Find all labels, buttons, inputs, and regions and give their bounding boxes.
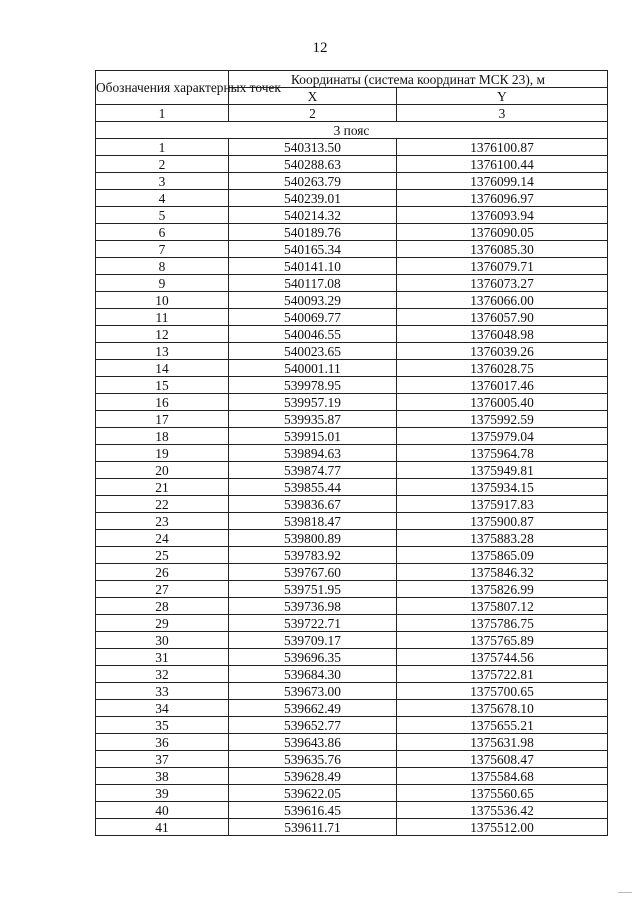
y-column-header: Y [397, 88, 608, 105]
point-number-cell: 32 [96, 666, 229, 683]
point-number-cell: 34 [96, 700, 229, 717]
column-number-1: 1 [96, 105, 229, 122]
coordinates-header: Координаты (система координат МСК 23), м [229, 71, 608, 88]
y-coordinate-cell: 1375536.42 [397, 802, 608, 819]
point-number-cell: 4 [96, 190, 229, 207]
point-number-cell: 6 [96, 224, 229, 241]
y-coordinate-cell: 1375678.10 [397, 700, 608, 717]
table-row [96, 224, 608, 241]
y-coordinate-cell: 1375744.56 [397, 649, 608, 666]
column-number-3: 3 [397, 105, 608, 122]
point-number-cell: 23 [96, 513, 229, 530]
y-coordinate-cell: 1376100.44 [397, 156, 608, 173]
y-coordinate-cell: 1375964.78 [397, 445, 608, 462]
point-number-cell: 22 [96, 496, 229, 513]
table-row [96, 700, 608, 717]
point-designation-header: Обозначения характерных точек [96, 71, 229, 105]
x-coordinate-cell: 540313.50 [229, 139, 397, 156]
point-number-cell: 40 [96, 802, 229, 819]
table-row [96, 258, 608, 275]
x-coordinate-cell: 539894.63 [229, 445, 397, 462]
point-number-cell: 17 [96, 411, 229, 428]
y-coordinate-cell: 1376090.05 [397, 224, 608, 241]
point-number-cell: 37 [96, 751, 229, 768]
y-coordinate-cell: 1376096.97 [397, 190, 608, 207]
table-row [96, 156, 608, 173]
point-number-cell: 9 [96, 275, 229, 292]
y-coordinate-cell: 1375949.81 [397, 462, 608, 479]
x-coordinate-cell: 539662.49 [229, 700, 397, 717]
x-coordinate-cell: 539635.76 [229, 751, 397, 768]
table-row [96, 819, 608, 836]
x-coordinate-cell: 539736.98 [229, 598, 397, 615]
table-row [96, 309, 608, 326]
table-row [96, 649, 608, 666]
point-number-cell: 33 [96, 683, 229, 700]
table-row [96, 581, 608, 598]
table-row [96, 462, 608, 479]
y-coordinate-cell: 1375807.12 [397, 598, 608, 615]
y-coordinate-cell: 1375917.83 [397, 496, 608, 513]
x-coordinate-cell: 539957.19 [229, 394, 397, 411]
x-coordinate-cell: 540189.76 [229, 224, 397, 241]
x-coordinate-cell: 539673.00 [229, 683, 397, 700]
point-number-cell: 8 [96, 258, 229, 275]
x-coordinate-cell: 539818.47 [229, 513, 397, 530]
point-number-cell: 35 [96, 717, 229, 734]
y-coordinate-cell: 1375883.28 [397, 530, 608, 547]
point-number-cell: 19 [96, 445, 229, 462]
y-coordinate-cell: 1376100.87 [397, 139, 608, 156]
table-row [96, 173, 608, 190]
point-number-cell: 29 [96, 615, 229, 632]
y-coordinate-cell: 1375608.47 [397, 751, 608, 768]
table-row [96, 598, 608, 615]
y-coordinate-cell: 1376099.14 [397, 173, 608, 190]
y-coordinate-cell: 1376073.27 [397, 275, 608, 292]
table-row [96, 428, 608, 445]
x-coordinate-cell: 539800.89 [229, 530, 397, 547]
x-coordinate-cell: 539783.92 [229, 547, 397, 564]
table-row [96, 343, 608, 360]
x-coordinate-cell: 540117.08 [229, 275, 397, 292]
y-coordinate-cell: 1376093.94 [397, 207, 608, 224]
section-row [96, 122, 608, 139]
table-row [96, 513, 608, 530]
table-row [96, 496, 608, 513]
point-number-cell: 24 [96, 530, 229, 547]
table-row [96, 275, 608, 292]
y-coordinate-cell: 1376057.90 [397, 309, 608, 326]
x-coordinate-cell: 539652.77 [229, 717, 397, 734]
x-coordinate-cell: 539874.77 [229, 462, 397, 479]
point-number-cell: 30 [96, 632, 229, 649]
x-coordinate-cell: 540141.10 [229, 258, 397, 275]
x-coordinate-cell: 539628.49 [229, 768, 397, 785]
coordinates-table-body [96, 71, 608, 836]
coordinates-table [95, 70, 608, 836]
table-header-row [96, 71, 608, 88]
table-row [96, 683, 608, 700]
x-coordinate-cell: 539767.60 [229, 564, 397, 581]
point-number-cell: 2 [96, 156, 229, 173]
y-coordinate-cell: 1376048.98 [397, 326, 608, 343]
y-coordinate-cell: 1376039.26 [397, 343, 608, 360]
y-coordinate-cell: 1375992.59 [397, 411, 608, 428]
x-coordinate-cell: 539722.71 [229, 615, 397, 632]
point-number-cell: 1 [96, 139, 229, 156]
x-coordinate-cell: 539684.30 [229, 666, 397, 683]
y-coordinate-cell: 1375512.00 [397, 819, 608, 836]
x-coordinate-cell: 539611.71 [229, 819, 397, 836]
x-coordinate-cell: 539915.01 [229, 428, 397, 445]
table-row [96, 360, 608, 377]
point-number-cell: 25 [96, 547, 229, 564]
x-coordinate-cell: 540046.55 [229, 326, 397, 343]
x-coordinate-cell: 540165.34 [229, 241, 397, 258]
y-coordinate-cell: 1376066.00 [397, 292, 608, 309]
point-number-cell: 31 [96, 649, 229, 666]
y-coordinate-cell: 1376079.71 [397, 258, 608, 275]
table-row [96, 190, 608, 207]
y-coordinate-cell: 1376028.75 [397, 360, 608, 377]
table-row [96, 615, 608, 632]
column-number-2: 2 [229, 105, 397, 122]
x-column-header: X [229, 88, 397, 105]
y-coordinate-cell: 1375655.21 [397, 717, 608, 734]
x-coordinate-cell: 539622.05 [229, 785, 397, 802]
y-coordinate-cell: 1375900.87 [397, 513, 608, 530]
table-row [96, 666, 608, 683]
page-number: 12 [312, 40, 328, 56]
point-number-cell: 38 [96, 768, 229, 785]
point-number-cell: 5 [96, 207, 229, 224]
page-edge-mark [618, 892, 632, 893]
point-number-cell: 18 [96, 428, 229, 445]
y-coordinate-cell: 1375765.89 [397, 632, 608, 649]
x-coordinate-cell: 540239.01 [229, 190, 397, 207]
y-coordinate-cell: 1375846.32 [397, 564, 608, 581]
table-row [96, 445, 608, 462]
y-coordinate-cell: 1375560.65 [397, 785, 608, 802]
x-coordinate-cell: 539978.95 [229, 377, 397, 394]
y-coordinate-cell: 1375865.09 [397, 547, 608, 564]
point-number-cell: 14 [96, 360, 229, 377]
point-number-cell: 10 [96, 292, 229, 309]
x-coordinate-cell: 540001.11 [229, 360, 397, 377]
table-row [96, 734, 608, 751]
x-coordinate-cell: 540023.65 [229, 343, 397, 360]
table-row [96, 785, 608, 802]
y-coordinate-cell: 1375584.68 [397, 768, 608, 785]
table-row [96, 292, 608, 309]
table-row [96, 139, 608, 156]
point-number-cell: 3 [96, 173, 229, 190]
table-row [96, 547, 608, 564]
section-title: 3 пояс [96, 122, 608, 139]
x-coordinate-cell: 540093.29 [229, 292, 397, 309]
table-row [96, 394, 608, 411]
x-coordinate-cell: 540288.63 [229, 156, 397, 173]
table-row [96, 530, 608, 547]
x-coordinate-cell: 539855.44 [229, 479, 397, 496]
x-coordinate-cell: 540263.79 [229, 173, 397, 190]
y-coordinate-cell: 1375934.15 [397, 479, 608, 496]
table-row [96, 377, 608, 394]
x-coordinate-cell: 539643.86 [229, 734, 397, 751]
x-coordinate-cell: 539696.35 [229, 649, 397, 666]
table-row [96, 564, 608, 581]
x-coordinate-cell: 540214.32 [229, 207, 397, 224]
point-number-cell: 11 [96, 309, 229, 326]
x-coordinate-cell: 539751.95 [229, 581, 397, 598]
table-row [96, 326, 608, 343]
point-number-cell: 15 [96, 377, 229, 394]
table-row [96, 632, 608, 649]
y-coordinate-cell: 1375979.04 [397, 428, 608, 445]
table-row [96, 751, 608, 768]
column-number-row [96, 105, 608, 122]
x-coordinate-cell: 539616.45 [229, 802, 397, 819]
table-row [96, 717, 608, 734]
y-coordinate-cell: 1375826.99 [397, 581, 608, 598]
x-coordinate-cell: 539935.87 [229, 411, 397, 428]
table-row [96, 411, 608, 428]
point-number-cell: 20 [96, 462, 229, 479]
y-coordinate-cell: 1375631.98 [397, 734, 608, 751]
y-coordinate-cell: 1376005.40 [397, 394, 608, 411]
point-number-cell: 27 [96, 581, 229, 598]
x-coordinate-cell: 539709.17 [229, 632, 397, 649]
table-row [96, 241, 608, 258]
point-number-cell: 41 [96, 819, 229, 836]
point-number-cell: 28 [96, 598, 229, 615]
point-number-cell: 39 [96, 785, 229, 802]
point-number-cell: 13 [96, 343, 229, 360]
y-coordinate-cell: 1375722.81 [397, 666, 608, 683]
table-row [96, 768, 608, 785]
table-row [96, 207, 608, 224]
point-number-cell: 21 [96, 479, 229, 496]
point-number-cell: 16 [96, 394, 229, 411]
point-number-cell: 7 [96, 241, 229, 258]
y-coordinate-cell: 1375700.65 [397, 683, 608, 700]
table-row [96, 802, 608, 819]
y-coordinate-cell: 1376017.46 [397, 377, 608, 394]
point-number-cell: 36 [96, 734, 229, 751]
x-coordinate-cell: 539836.67 [229, 496, 397, 513]
y-coordinate-cell: 1376085.30 [397, 241, 608, 258]
table-row [96, 479, 608, 496]
point-number-cell: 12 [96, 326, 229, 343]
point-number-cell: 26 [96, 564, 229, 581]
y-coordinate-cell: 1375786.75 [397, 615, 608, 632]
x-coordinate-cell: 540069.77 [229, 309, 397, 326]
